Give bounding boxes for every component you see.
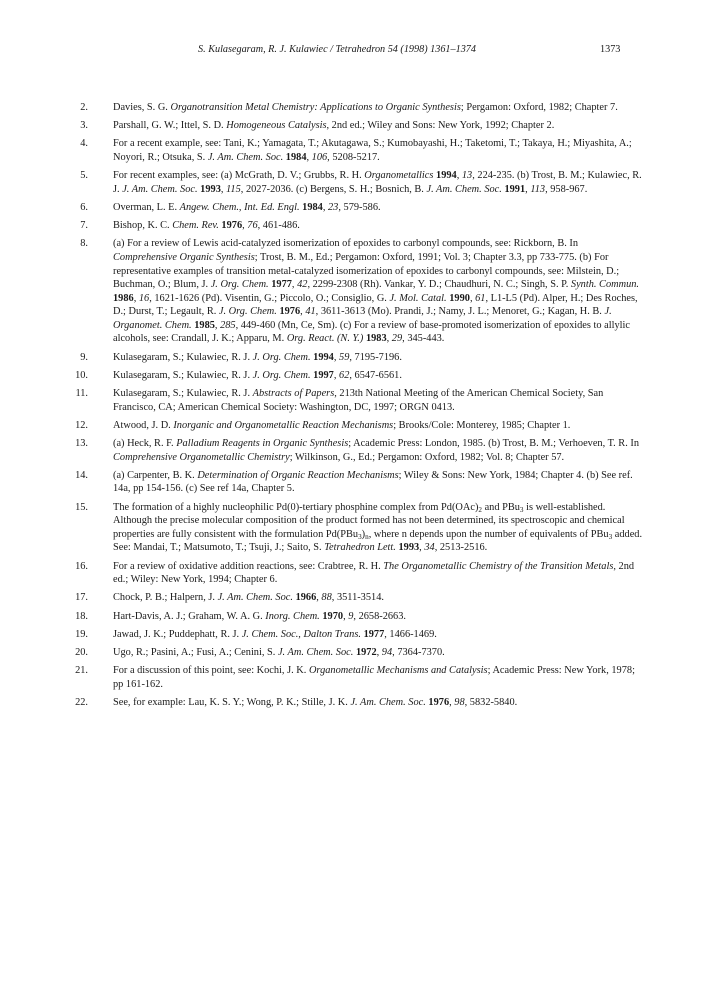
reference-segment: , [300,306,306,318]
reference-segment: ; Wilkinson, G., Ed.; Pergamon: Oxford, 1982; Vol. 8; Chapter 57. [289,451,565,463]
reference-text [113,610,643,624]
reference-item [0,501,720,555]
reference-text [113,419,643,433]
reference-segment: Org. React. (N. Y.) [286,333,364,345]
reference-segment: Ugo, R.; Pasini, A.; Fusi, A.; Cenini, S. [113,646,278,658]
reference-number: 8. [80,238,88,250]
reference-segment: 1991 [504,183,526,195]
reference-text [113,201,643,215]
reference-segment: , where n depends upon the number of equivalents of PBu [368,528,609,540]
reference-segment: ; Academic Press: New York, 1978; pp 161-162. [113,665,635,690]
reference-segment: Inorganic and Organometallic Reaction Mechanisms [173,419,394,431]
reference-segment: Chock, P. B.; Halpern, J. [113,592,218,604]
reference-segment: , 6547-6561. [349,369,402,381]
reference-segment: Determination of Organic Reaction Mechanisms [197,469,399,481]
reference-segment: J. Mol. Catal. [389,292,447,304]
reference-segment: , 2513-2516. [434,542,488,554]
reference-segment: , [316,592,322,604]
reference-segment: , 2nd ed.; Wiley and Sons: New York, 1992; Chapter 2. [326,120,555,132]
reference-segment: Tetrahedron Lett. [324,542,396,554]
reference-segment: 23 [328,201,339,213]
reference-segment: For recent examples, see: (a) McGrath, D. V.; Grubbs, R. H. [113,170,365,182]
reference-number: 16. [75,560,88,572]
reference-segment: , [333,369,340,381]
reference-segment: 2 [478,505,482,514]
reference-segment: J. Org. Chem. [252,369,311,381]
reference-segment: Bishop, K. C. [113,220,173,232]
reference-segment: Jawad, J. K.; Puddephatt, R. J. [113,628,242,640]
reference-segment: , [525,183,531,195]
reference-segment: , [456,170,462,182]
reference-item [0,351,720,365]
reference-segment: ; Wiley & Sons: New York, 1984; Chapter 4. (b) See ref. 14a, pp 154-156. (c) See ref 14a, Chapter 5. [113,469,633,495]
reference-item [0,201,720,215]
reference-segment: Hart-Davis, A. J.; Graham, W. A. G. [113,610,266,622]
reference-segment: , [419,542,425,554]
reference-segment: Inorg. Chem. [265,610,320,622]
reference-segment: 1970 [322,610,344,622]
reference-segment: For a review of oxidative addition reactions, see: Crabtree, R. H. [113,560,384,572]
reference-number: 21. [75,665,88,677]
reference-segment: ) [361,528,366,540]
reference-item [0,101,720,115]
reference-text [113,646,643,660]
reference-segment: 29 [391,333,403,345]
reference-segment: 1976 [221,220,243,232]
reference-segment: , [220,183,227,195]
reference-segment: , [306,151,312,163]
reference-number: 17. [75,592,88,604]
page-number: 1373 [600,44,621,55]
journal-citation-header: S. Kulasegaram, R. J. Kulawiec / Tetrahedron 54 (1998) 1361–1374 [198,44,476,55]
reference-segment: ; Academic Press: London, 1985. (b) Trost, B. M.; Verhoeven, T. R. In [348,438,639,449]
reference-number: 20. [75,646,88,658]
reference-segment: 1986 [113,292,134,304]
reference-segment: 1994 [313,351,334,363]
reference-item [0,387,720,414]
reference-segment: Synth. Commun. [570,279,639,291]
reference-segment: 61 [475,292,486,304]
reference-number: 12. [75,419,88,431]
reference-segment: 1993 [200,183,221,195]
reference-segment: , [469,292,476,304]
reference-segment: , 2299-2308 (Rh). Vankar, Y. D.; Chaudhuri, N. C.; Singh, S. P. [307,279,571,291]
reference-text [113,169,643,196]
reference-segment: , [449,696,455,708]
reference-segment: , 1466-1469. [384,628,437,640]
reference-item [0,591,720,605]
reference-segment: 3 [519,505,524,514]
reference-text [113,237,643,346]
reference-number: 5. [80,170,88,182]
reference-segment: 3 [358,532,362,541]
reference-segment: is well-established. Although the precise molecular composition of the product formed has not been determined, its spectroscopic and chemical properties are fully consistent with the formulation Pd(PBu [113,501,625,540]
reference-item [0,646,720,660]
reference-segment: Davies, S. G. [113,102,171,113]
reference-segment: 1990 [449,292,470,304]
reference-segment: 115 [226,183,241,195]
reference-segment: , 213th National Meeting of the American Chemical Society, San Francisco, CA; American Chemical Society: Washington, DC, 1997; ORGN 0413. [113,388,604,413]
reference-number: 7. [80,220,88,232]
reference-item [0,369,720,383]
reference-number: 3. [80,120,88,132]
reference-number: 4. [80,138,88,150]
reference-segment: 94 [381,646,393,658]
reference-segment: 1993 [398,542,420,554]
reference-segment: For a recent example, see: Tani, K.; Yamagata, T.; Akutagawa, S.; Kumobayashi, H.; Taketomi, T.; Takaya, H.; Miyashita, A.; Noyori, R.; Otsuka, S. [113,138,632,163]
reference-segment: Kulasegaram, S.; Kulawiec, R. J. [113,369,253,381]
reference-segment: , 2658-2663. [353,610,406,622]
reference-segment: , 224-235. (b) Trost, B. M.; Kulawiec, R. J. [113,170,642,195]
reference-segment: ; Trost, B. M., Ed.; Pergamon: Oxford, 1991; Vol. 3; Chapter 3.3, pp 733-775. (b) For representative examples of transition metal-catalyzed isomerization of epoxides to carbonyl compounds, see: Milstein, D.; Buchman, O.; Blum, J. [113,251,620,291]
reference-segment: Chem. Rev. [172,220,219,232]
reference-segment: Abstracts of Papers [252,388,335,400]
reference-segment: , 7364-7370. [392,646,445,658]
reference-segment: , 2nd ed.; Wiley: New York, 1994; Chapter 6. [113,560,635,586]
reference-segment: 1976 [279,306,301,318]
reference-segment: (a) Heck, R. F. [113,438,177,449]
reference-segment: 1966 [295,592,317,604]
reference-segment: Organometallic Mechanisms and Catalysis [308,665,488,677]
reference-segment: 1976 [428,696,450,708]
reference-item [0,419,720,433]
reference-segment: Kulasegaram, S.; Kulawiec, R. J. [113,388,253,400]
reference-segment: , 7195-7196. [349,351,402,363]
reference-segment: , [242,220,248,232]
reference-segment: Kulasegaram, S.; Kulawiec, R. J. [113,351,253,363]
reference-segment: Comprehensive Organometallic Chemistry [113,451,290,463]
reference-segment: 285 [220,319,236,331]
reference-segment: , 3511-3514. [331,592,384,604]
reference-number: 13. [75,438,88,449]
reference-item [0,664,720,691]
reference-segment: 1983 [365,333,387,345]
reference-item [0,628,720,642]
reference-segment: , 5208-5217. [327,151,380,163]
reference-segment: J. Chem. Soc., Dalton Trans. [241,628,361,640]
reference-item [0,437,720,464]
reference-text [113,219,643,233]
reference-number: 6. [80,201,88,213]
reference-segment: J. Organomet. Chem. [113,306,612,331]
reference-segment: J. Am. Chem. Soc. [122,183,198,195]
reference-segment: 3 [608,532,613,541]
reference-segment: , 958-967. [545,183,588,195]
reference-segment: The formation of a highly nucleophilic Pd(0)-tertiary phosphine complex from Pd(OAc) [113,501,479,513]
reference-list [0,101,720,714]
reference-segment: and PBu [481,501,520,513]
reference-text [113,101,643,115]
reference-segment: Overman, L. E. [113,201,180,213]
reference-segment: See, for example: Lau, K. S. Y.; Wong, P. K.; Stille, J. K. [113,696,351,708]
reference-text [113,119,643,133]
reference-item [0,560,720,587]
reference-segment: , [376,646,382,658]
reference-text [113,469,643,496]
reference-segment: , 449-460 (Mn, Ce, Sm). (c) For a review of base-promoted isomerization of epoxides to allylic alcohols, see: Crandall, J. K.; Apparu, M. [113,319,630,345]
reference-text [113,560,643,587]
reference-segment: , 5832-5840. [464,696,518,708]
reference-number: 2. [80,102,88,113]
reference-segment: , L1-L5 (Pd). Alper, H.; Des Roches, D.; Durst, T.; Legault, R. [113,292,638,318]
reference-segment: 1984 [302,201,323,213]
reference-number: 11. [75,388,88,400]
reference-text [113,628,643,642]
reference-number: 9. [80,351,88,363]
reference-segment: J. Am. Chem. Soc. [217,592,293,604]
reference-segment: , 579-586. [338,201,381,213]
reference-segment: Atwood, J. D. [113,419,174,431]
reference-item [0,169,720,196]
reference-text [113,437,643,464]
reference-item [0,237,720,346]
reference-number: 10. [75,369,88,381]
reference-segment: , [322,201,328,213]
reference-segment: 1994 [436,170,457,182]
reference-segment: , 2027-2036. (c) Bergens, S. H.; Bosnich, B. [240,183,427,195]
reference-segment: 62 [339,369,350,381]
reference-segment: 9 [348,610,354,622]
reference-item [0,119,720,133]
reference-segment: Homogeneous Catalysis [226,120,327,132]
reference-segment: n [365,532,369,541]
reference-segment: , 461-486. [257,220,300,232]
reference-segment: (a) For a review of Lewis acid-catalyzed isomerization of epoxides to carbonyl compounds, see: Rickborn, B. In [113,238,579,250]
reference-text [113,591,643,605]
reference-number: 14. [75,469,88,481]
reference-segment: Organotransition Metal Chemistry: Applications to Organic Synthesis [170,102,461,113]
reference-segment: 13 [461,170,473,182]
reference-segment: 106 [311,151,328,163]
reference-text [113,696,643,710]
reference-segment: Comprehensive Organic Synthesis [113,251,255,263]
reference-segment: , [291,279,298,291]
reference-segment: , [214,319,221,331]
reference-segment: 41 [305,306,316,318]
reference-segment: added. See: Mandai, T.; Matsumoto, T.; Tsuji, J.; Saito, S. [113,528,643,554]
reference-number: 22. [75,696,88,708]
reference-segment: , 3611-3613 (Mo). Prandi, J.; Namy, J. L.; Menoret, G.; Kagan, H. B. [315,306,605,318]
reference-segment: For a discussion of this point, see: Kochi, J. K. [113,665,309,677]
reference-item [0,469,720,496]
reference-segment: 113 [530,183,546,195]
reference-segment: 34 [424,542,435,554]
reference-segment: , [386,333,392,345]
reference-number: 19. [75,628,88,640]
reference-segment: 59 [339,351,350,363]
reference-segment: ; Brooks/Cole: Monterey, 1985; Chapter 1. [393,419,571,431]
reference-segment: , [333,351,340,363]
reference-segment: 42 [297,279,308,291]
reference-segment: , [343,610,349,622]
reference-text [113,369,643,383]
reference-item [0,137,720,164]
reference-segment: J. Am. Chem. Soc. [350,696,426,708]
reference-segment: The Organometallic Chemistry of the Transition Metals [383,560,614,572]
reference-segment: J. Org. Chem. [218,306,277,318]
reference-segment: Organometallics [364,170,434,182]
reference-segment: J. Am. Chem. Soc. [277,646,354,658]
reference-segment: Angew. Chem., Int. Ed. Engl. [179,201,300,213]
reference-segment: J. Org. Chem. [210,279,269,291]
reference-segment: 1997 [313,369,334,381]
reference-segment: 76 [247,220,258,232]
reference-item [0,219,720,233]
reference-segment: 1972 [355,646,377,658]
reference-segment: J. Am. Chem. Soc. [207,151,284,163]
reference-item [0,610,720,624]
reference-segment: 1977 [271,279,292,291]
reference-text [113,137,643,164]
reference-segment: 88 [321,592,332,604]
reference-text [113,351,643,365]
reference-text [113,501,643,555]
reference-segment: (a) Carpenter, B. K. [113,469,198,481]
reference-segment: J. Org. Chem. [252,351,311,363]
reference-segment: , 1621-1626 (Pd). Visentin, G.; Piccolo, O.; Consiglio, G. [149,292,390,304]
reference-segment: 98 [454,696,465,708]
reference-number: 15. [75,501,88,513]
reference-text [113,387,643,414]
reference-segment: 1977 [363,628,385,640]
reference-text [113,664,643,691]
reference-segment: Parshall, G. W.; Ittel, S. D. [113,120,227,132]
reference-segment: , [133,292,139,304]
reference-segment: 16 [138,292,150,304]
running-header [0,44,720,60]
reference-segment: J. Am. Chem. Soc. [426,183,502,195]
reference-segment: Palladium Reagents in Organic Synthesis [176,438,349,449]
reference-segment: 1985 [194,319,215,331]
reference-segment: , 345-443. [402,333,445,345]
reference-segment: 1984 [285,151,307,163]
reference-segment: ; Pergamon: Oxford, 1982; Chapter 7. [460,102,618,113]
reference-number: 18. [75,610,88,622]
reference-item [0,696,720,710]
